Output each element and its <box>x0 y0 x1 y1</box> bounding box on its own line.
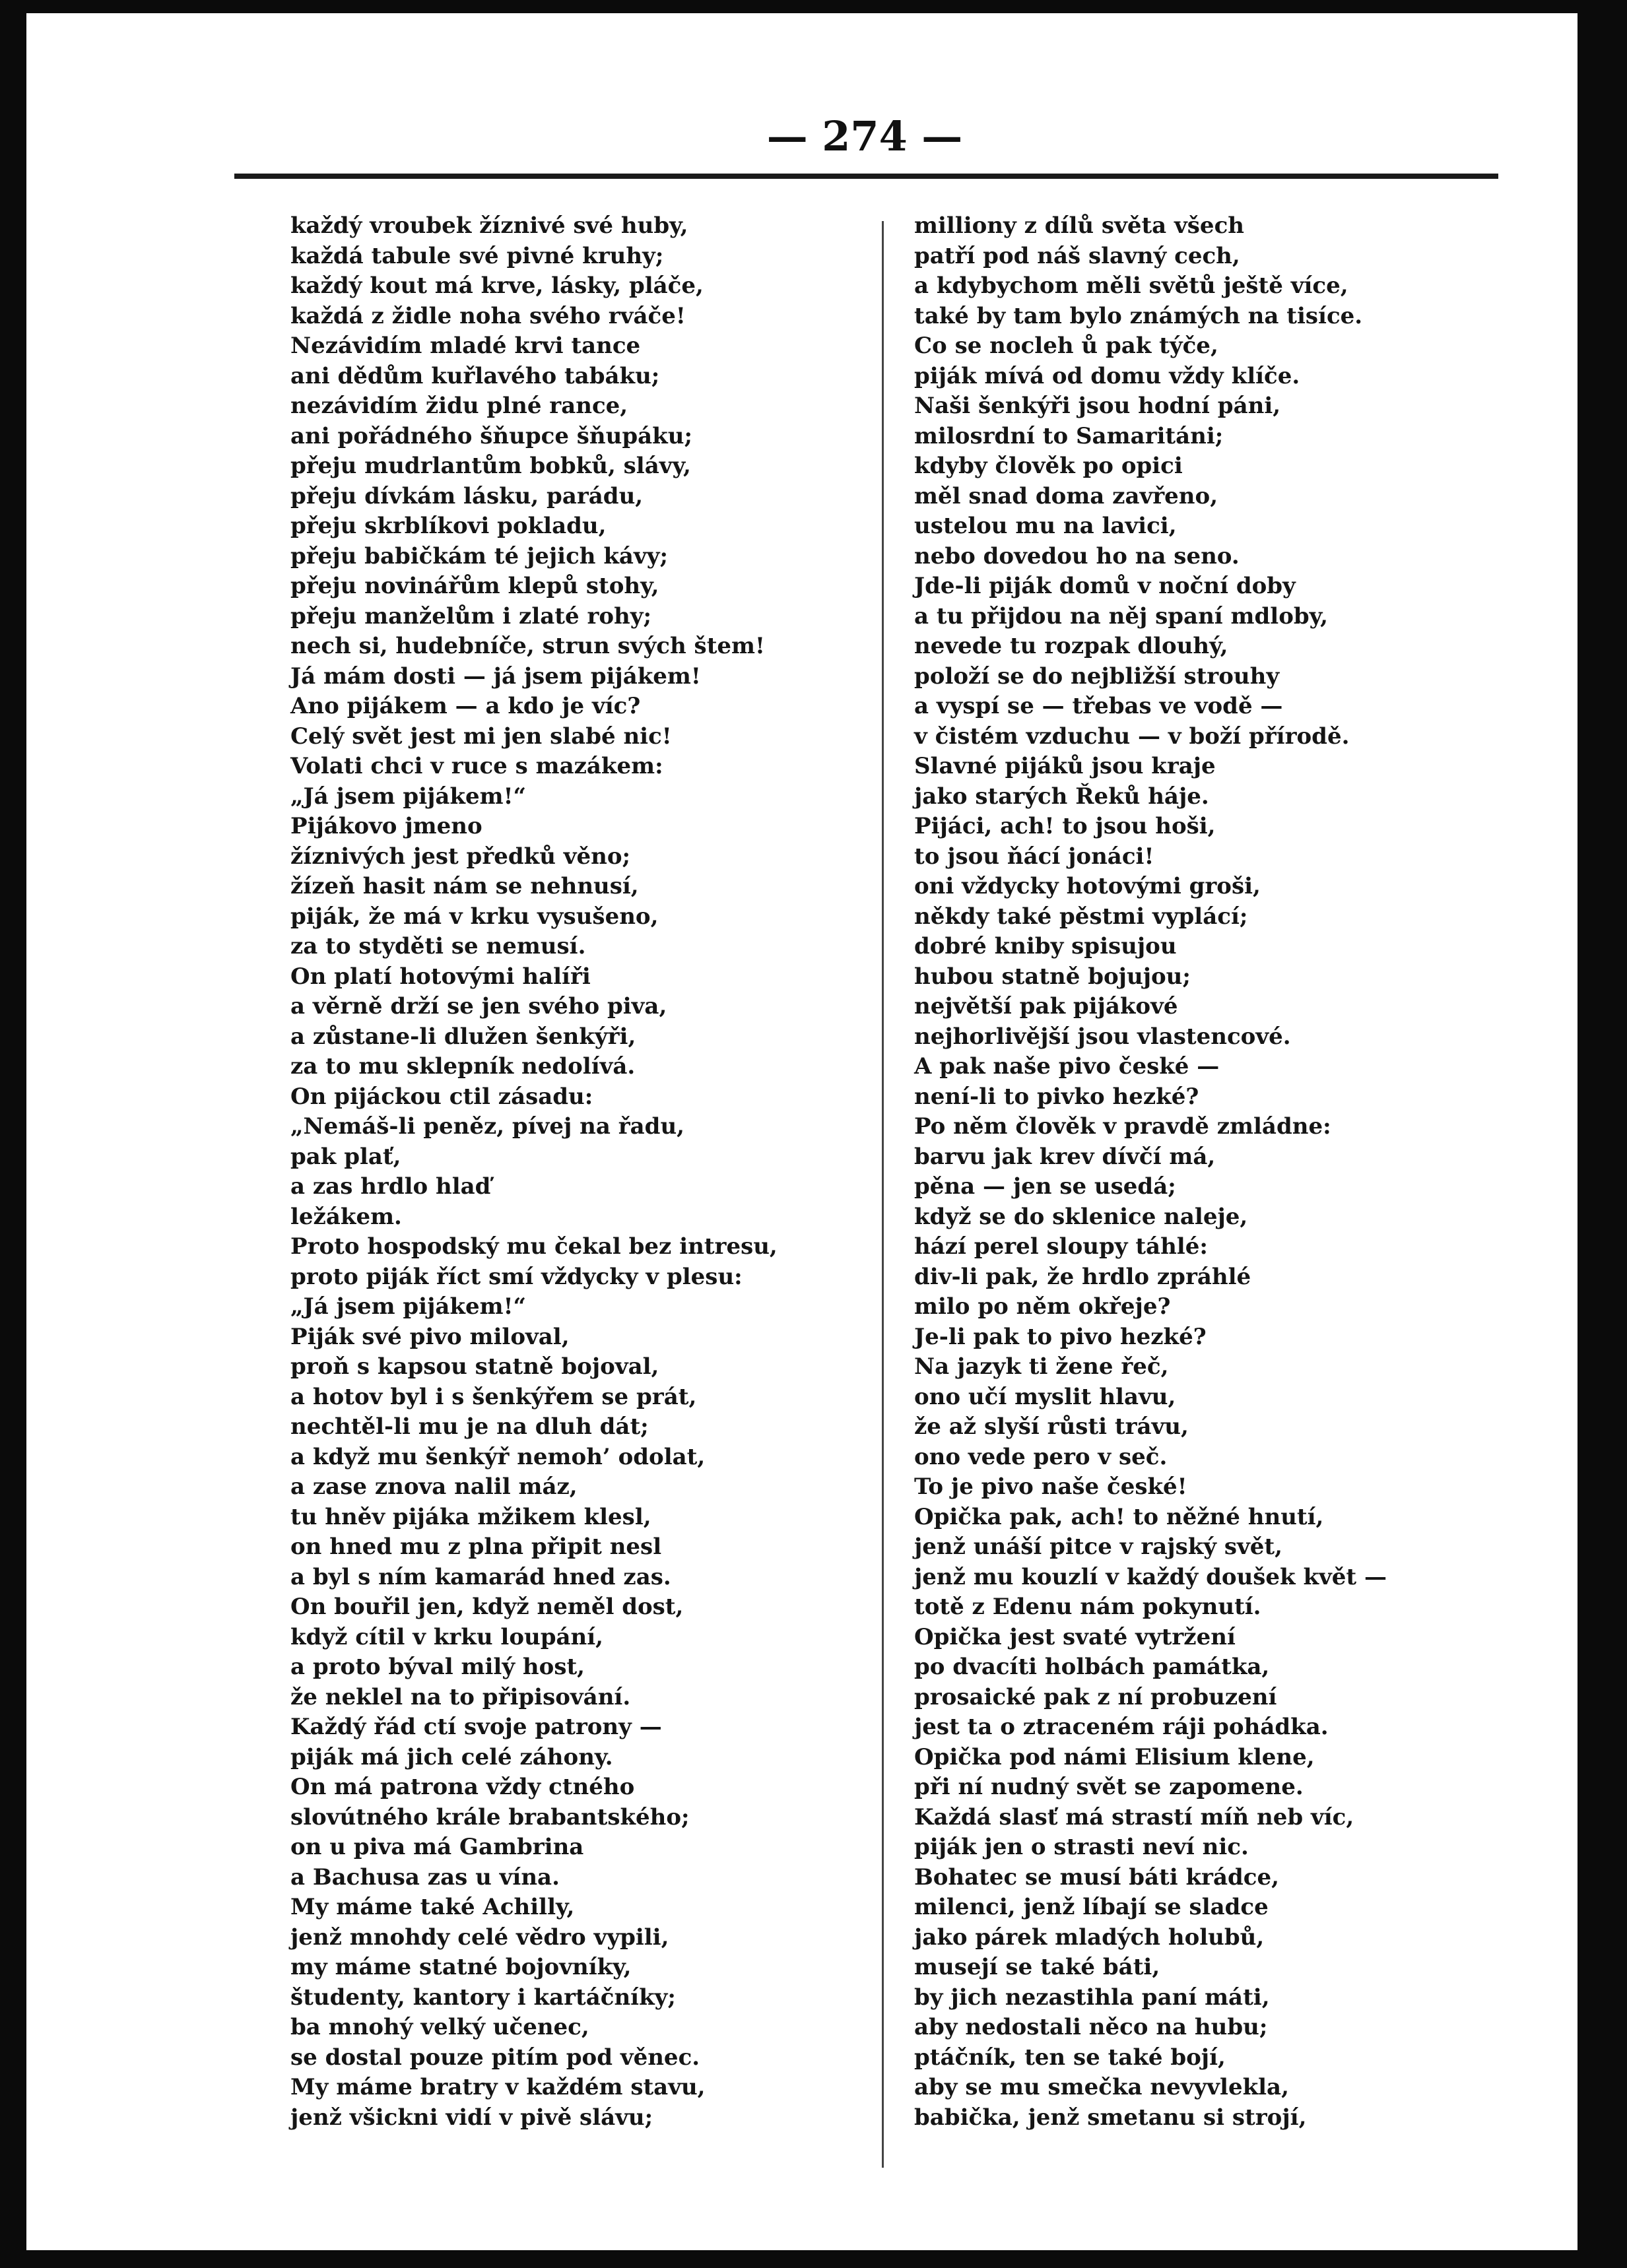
left-column <box>290 211 778 2133</box>
verse-line: jako starých Řeků háje. <box>914 783 1209 810</box>
verse-line: Bohatec se musí báti krádce, <box>914 1863 1279 1891</box>
verse-line: Piják své pivo miloval, <box>290 1323 570 1350</box>
verse-line: piják jen o strasti neví nic. <box>914 1834 1249 1860</box>
verse-line: milo po něm okřeje? <box>914 1293 1171 1320</box>
verse-line: přeju manželům i zlaté rohy; <box>290 602 652 630</box>
verse-line: a zase znova nalil máz, <box>290 1474 578 1500</box>
verse-line: každá z židle noha svého rváče! <box>290 302 686 329</box>
verse-line: on hned mu z plna připit nesl <box>290 1534 662 1560</box>
verse-line: jenž všickni vidí v pivě slávu; <box>290 2104 653 2131</box>
verse-line: pěna — jen se usedá; <box>914 1173 1176 1200</box>
verse-line: by jich nezastihla paní máti, <box>914 1984 1270 2011</box>
verse-line: nechtěl-li mu je na dluh dát; <box>290 1413 649 1440</box>
verse-line: přeju babičkám té jejich kávy; <box>290 542 669 569</box>
verse-line: „Nemáš-li peněz, pívej na řadu, <box>290 1113 685 1140</box>
verse-line: Co se nocleh ů pak týče, <box>914 333 1218 359</box>
verse-line: Pijáci, ach! to jsou hoši, <box>914 813 1216 839</box>
verse-line: totě z Edenu nám pokynutí. <box>914 1594 1261 1620</box>
verse-line: žíznivých jest předků věno; <box>290 843 631 870</box>
verse-line: po dvacíti holbách památka, <box>914 1654 1270 1680</box>
verse-line: aby nedostali něco na hubu; <box>914 2014 1268 2040</box>
verse-line: oni vždycky hotovými groši, <box>914 873 1261 899</box>
verse-line: Celý svět jest mi jen slabé nic! <box>290 723 672 750</box>
verse-line: Jde-li piják domů v noční doby <box>914 573 1296 599</box>
verse-line: Ano pijákem — a kdo je víc? <box>290 693 641 719</box>
verse-line: jenž unáší pitce v rajský svět, <box>914 1534 1282 1560</box>
verse-line: nejhorlivější jsou vlastencové. <box>914 1023 1291 1050</box>
verse-line: hází perel sloupy táhlé: <box>914 1233 1208 1260</box>
verse-line: každý kout má krve, lásky, pláče, <box>290 273 704 299</box>
verse-line: Opička pak, ach! to něžné hnutí, <box>914 1503 1324 1530</box>
verse-line: On platí hotovými halíři <box>290 963 591 990</box>
verse-line: a proto býval milý host, <box>290 1654 585 1680</box>
verse-line: ležákem. <box>290 1203 402 1230</box>
verse-line: přeju dívkám lásku, parádu, <box>290 482 644 509</box>
verse-line: ustelou mu na lavici, <box>914 513 1177 539</box>
verse-line: Slavné pijáků jsou kraje <box>914 753 1216 779</box>
verse-line: ono vede pero v seč. <box>914 1443 1168 1470</box>
verse-line: Volati chci v ruce s mazákem: <box>290 753 663 779</box>
verse-line: a když mu šenkýř nemoh’ odolat, <box>290 1443 706 1470</box>
verse-line: On pijáckou ctil zásadu: <box>290 1083 593 1110</box>
verse-line: položí se do nejbližší strouhy <box>914 663 1280 690</box>
verse-line: Proto hospodský mu čekal bez intresu, <box>290 1233 778 1260</box>
verse-line: Na jazyk ti žene řeč, <box>914 1353 1169 1380</box>
verse-line: že až slyší růsti trávu, <box>914 1413 1189 1440</box>
verse-line: patří pod náš slavný cech, <box>914 242 1240 269</box>
verse-line: přeju novinářům klepů stohy, <box>290 573 659 599</box>
verse-line: když se do sklenice naleje, <box>914 1203 1248 1230</box>
verse-line: To je pivo naše české! <box>914 1474 1187 1500</box>
verse-line: ono učí myslit hlavu, <box>914 1383 1176 1410</box>
verse-line: a byl s ním kamarád hned zas. <box>290 1563 671 1590</box>
verse-line: to jsou ňácí jonáci! <box>914 843 1154 870</box>
right-column <box>914 211 1387 2133</box>
verse-line: Každý řád ctí svoje patrony — <box>290 1714 662 1740</box>
verse-line: a vyspí se — třebas ve vodě — <box>914 693 1283 719</box>
verse-line: babička, jenž smetanu si strojí, <box>914 2104 1307 2131</box>
verse-line: a tu přijdou na něj spaní mdloby, <box>914 602 1328 630</box>
verse-line: ani dědům kuřlavého tabáku; <box>290 362 660 389</box>
verse-line: my máme statné bojovníky, <box>290 1954 632 1980</box>
verse-line: On bouřil jen, když neměl dost, <box>290 1594 684 1620</box>
verse-line: za to styděti se nemusí. <box>290 933 586 959</box>
verse-line: piják má jich celé záhony. <box>290 1743 613 1770</box>
verse-line: měl snad doma zavřeno, <box>914 482 1218 509</box>
verse-line: My máme také Achilly, <box>290 1894 575 1920</box>
verse-line: on u piva má Gambrina <box>290 1834 584 1860</box>
verse-line: Pijákovo jmeno <box>290 813 482 839</box>
verse-line: On má patrona vždy ctného <box>290 1774 635 1800</box>
verse-line: študenty, kantory i kartáčníky; <box>290 1984 676 2011</box>
verse-line: piják mívá od domu vždy klíče. <box>914 362 1300 389</box>
verse-line: „Já jsem pijákem!“ <box>290 783 527 810</box>
verse-line: nezávidím židu plné rance, <box>290 393 628 419</box>
header-rule <box>234 174 1498 179</box>
verse-line: a zas hrdlo hlaď <box>290 1173 491 1200</box>
verse-line: žízeň hasit nám se nehnusí, <box>290 873 639 899</box>
verse-line: a Bachusa zas u vína. <box>290 1863 560 1891</box>
verse-line: proň s kapsou statně bojoval, <box>290 1353 659 1380</box>
verse-line: ani pořádného šňupce šňupáku; <box>290 422 692 449</box>
verse-line: přeju skrblíkovi pokladu, <box>290 513 607 539</box>
column-divider <box>882 221 884 2168</box>
verse-line: ba mnohý velký učenec, <box>290 2014 589 2040</box>
verse-line: Opička pod námi Elisium klene, <box>914 1743 1315 1770</box>
verse-line: div-li pak, že hrdlo zpráhlé <box>914 1263 1251 1290</box>
verse-line: Nezávidím mladé krvi tance <box>290 333 641 359</box>
verse-line: každá tabule své pivné kruhy; <box>290 242 664 269</box>
verse-line: Naši šenkýři jsou hodní páni, <box>914 393 1281 419</box>
verse-line: aby se mu smečka nevyvlekla, <box>914 2074 1289 2100</box>
verse-line: jenž mu kouzlí v každý doušek květ — <box>914 1563 1387 1590</box>
verse-line: milliony z dílů světa všech <box>914 212 1244 239</box>
verse-line: slovútného krále brabantského; <box>290 1803 690 1831</box>
verse-line: hubou statně bojujou; <box>914 963 1191 990</box>
verse-line: piják, že má v krku vysušeno, <box>290 903 659 930</box>
page <box>26 13 1577 2250</box>
verse-line: nebo dovedou ho na seno. <box>914 542 1240 569</box>
verse-line: a kdybychom měli světů ještě více, <box>914 273 1348 299</box>
verse-line: Každá slasť má strastí míň neb víc, <box>914 1803 1354 1831</box>
verse-line: když cítil v krku loupání, <box>290 1623 603 1650</box>
verse-line: v čistém vzduchu — v boží přírodě. <box>914 723 1350 750</box>
verse-line: není-li to pivko hezké? <box>914 1083 1199 1110</box>
verse-line: Opička jest svaté vytržení <box>914 1623 1236 1650</box>
verse-line: milenci, jenž líbají se sladce <box>914 1894 1269 1920</box>
verse-line: A pak naše pivo české — <box>914 1053 1220 1080</box>
verse-line: přeju mudrlantům bobků, slávy, <box>290 453 691 479</box>
verse-line: My máme bratry v každém stavu, <box>290 2074 706 2100</box>
verse-line: a zůstane-li dlužen šenkýři, <box>290 1023 636 1050</box>
verse-line: proto piják říct smí vždycky v plesu: <box>290 1263 743 1290</box>
verse-line: a hotov byl i s šenkýřem se prát, <box>290 1383 697 1410</box>
verse-line: nevede tu rozpak dlouhý, <box>914 633 1228 659</box>
verse-line: že neklel na to připisování. <box>290 1683 631 1710</box>
verse-line: Já mám dosti — já jsem pijákem! <box>290 663 701 690</box>
verse-line: musejí se také báti, <box>914 1954 1160 1980</box>
verse-line: milosrdní to Samaritáni; <box>914 422 1224 449</box>
verse-line: největší pak pijákové <box>914 993 1178 1020</box>
verse-line: tu hněv pijáka mžikem klesl, <box>290 1503 651 1530</box>
verse-line: pak plať, <box>290 1143 401 1170</box>
verse-line: také by tam bylo známých na tisíce. <box>914 302 1363 329</box>
verse-line: „Já jsem pijákem!“ <box>290 1293 527 1320</box>
verse-line: jako párek mladých holubů, <box>914 1924 1265 1951</box>
verse-line: jest ta o ztraceném ráji pohádka. <box>914 1714 1329 1740</box>
verse-line: za to mu sklepník nedolívá. <box>290 1053 636 1080</box>
page-number: — 274 — <box>766 112 963 160</box>
verse-line: Je-li pak to pivo hezké? <box>914 1323 1207 1350</box>
verse-line: se dostal pouze pitím pod věnec. <box>290 2044 700 2071</box>
verse-line: jenž mnohdy celé vědro vypili, <box>290 1924 669 1951</box>
verse-line: ptáčník, ten se také bojí, <box>914 2044 1226 2071</box>
verse-line: Po něm člověk v pravdě zmládne: <box>914 1113 1331 1140</box>
verse-line: barvu jak krev dívčí má, <box>914 1143 1216 1170</box>
verse-line: prosaické pak z ní probuzení <box>914 1683 1277 1710</box>
verse-line: a věrně drží se jen svého piva, <box>290 993 667 1020</box>
verse-line: při ní nudný svět se zapomene. <box>914 1774 1304 1800</box>
verse-line: nech si, hudebníče, strun svých štem! <box>290 633 765 659</box>
verse-line: kdyby člověk po opici <box>914 453 1183 479</box>
verse-line: někdy také pěstmi vyplácí; <box>914 903 1248 930</box>
verse-line: každý vroubek žíznivé své huby, <box>290 212 688 239</box>
verse-line: dobré kniby spisujou <box>914 933 1177 959</box>
